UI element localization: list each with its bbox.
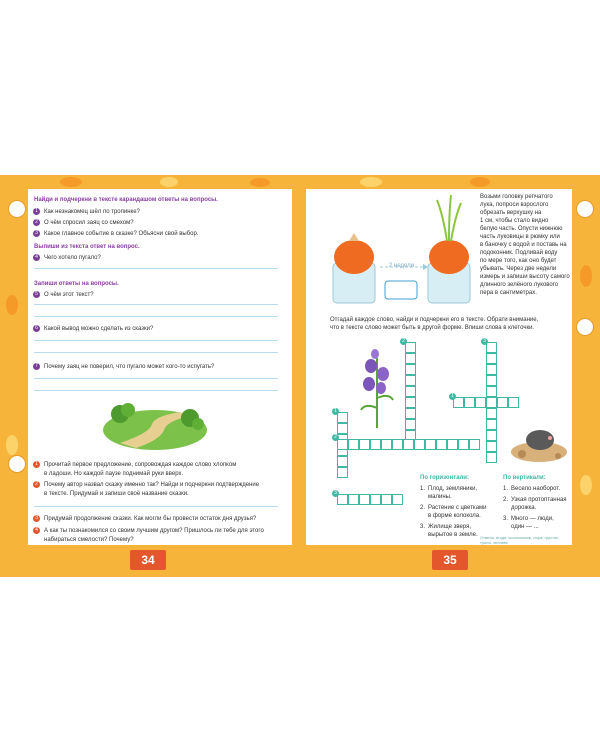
- crossword-number: 3: [332, 490, 339, 497]
- crossword-cell[interactable]: [486, 342, 497, 353]
- heading-find-answers: Найди и подчеркни в тексте карандашом ответы на вопросы.: [34, 197, 218, 203]
- question-text: Почему заяц не поверил, что пугало может кого-то испугать?: [44, 364, 215, 370]
- question-number: 3: [33, 230, 40, 237]
- clue-number: 1.: [503, 486, 509, 492]
- task-text: в ладоши. Но каждой паузе поднимай руки вверх.: [44, 471, 184, 477]
- crossword-cell[interactable]: [405, 397, 416, 408]
- pencil-icon: [8, 455, 26, 473]
- experiment-line: лука, попроси взрослого: [480, 202, 549, 208]
- crossword-cell[interactable]: [405, 342, 416, 353]
- experiment-line: пера в сантиметрах.: [480, 290, 537, 296]
- clue-number: 3.: [503, 516, 509, 522]
- answer-line[interactable]: [34, 506, 278, 507]
- crossword-cell[interactable]: [392, 494, 403, 505]
- question-number: 1: [33, 208, 40, 215]
- question-number: 2: [33, 219, 40, 226]
- question-text: О чём этот текст?: [44, 292, 94, 298]
- crossword-cell[interactable]: [486, 353, 497, 364]
- clue-number: 2.: [503, 497, 509, 503]
- experiment-line: длинного зелёного лукового: [480, 282, 559, 288]
- forest-path-illustration: [100, 398, 210, 454]
- crossword-instructions: что в тексте слово может быть в другой форме. Впиши слова в клеточки.: [330, 325, 535, 331]
- decor-shape: [250, 178, 270, 187]
- crossword-cell[interactable]: [475, 397, 486, 408]
- crossword-cell[interactable]: [486, 441, 497, 452]
- decor-shape: [470, 177, 490, 187]
- answer-line[interactable]: [34, 340, 278, 341]
- task-number: 4: [33, 527, 40, 534]
- crossword-cell[interactable]: [337, 467, 348, 478]
- crossword-cell[interactable]: [486, 408, 497, 419]
- answer-line[interactable]: [34, 378, 278, 379]
- experiment-icon: [576, 200, 594, 218]
- crossword-cell[interactable]: [436, 439, 447, 450]
- crossword-number: 3: [481, 338, 488, 345]
- task-text: А как ты познакомился со своим лучшим другом? Пришлось ли тебе для этого: [44, 528, 264, 534]
- crossword-icon: [576, 318, 594, 336]
- clue-text: дорожка.: [511, 505, 537, 511]
- experiment-line: подоконник. Подливай воду: [480, 250, 558, 256]
- answer-line[interactable]: [34, 390, 278, 391]
- decor-shape: [6, 435, 18, 455]
- heading-copy-answer: Выпиши из текста ответ на вопрос.: [34, 244, 140, 250]
- answer-line[interactable]: [34, 304, 278, 305]
- experiment-line: в баночку с водой и поставь на: [480, 242, 567, 248]
- crossword-cell[interactable]: [337, 423, 348, 434]
- clue-text: Много — люди,: [511, 516, 554, 522]
- vertical-title: По вертикали:: [503, 475, 546, 481]
- decor-shape: [60, 177, 82, 187]
- experiment-line: часть луковицы в рюмку или: [480, 234, 560, 240]
- answer-line[interactable]: [34, 316, 278, 317]
- clue-text: вырытое в земле.: [428, 532, 478, 538]
- crossword-number: 1: [449, 393, 456, 400]
- decor-shape: [6, 295, 18, 315]
- crossword-cell[interactable]: [486, 430, 497, 441]
- clue-text: Узкая протоптанная: [511, 497, 567, 503]
- crossword-cell[interactable]: [370, 494, 381, 505]
- arrow-label: 2 недели: [389, 263, 415, 269]
- crossword-cell[interactable]: [381, 494, 392, 505]
- crossword-cell[interactable]: [403, 439, 414, 450]
- reading-icon: [8, 200, 26, 218]
- task-text: Придумай продолжение сказки. Как могли бы провести остаток дня друзья?: [44, 516, 257, 522]
- decor-shape: [160, 177, 178, 187]
- clue-text: Жилище зверя,: [428, 524, 472, 530]
- answer-line[interactable]: [34, 268, 278, 269]
- task-text: Прочитай первое предложение, сопровождая каждое слово хлопком: [44, 462, 237, 468]
- page-number-right: 35: [432, 550, 468, 570]
- question-number: 6: [33, 325, 40, 332]
- clue-text: Плод, земляники,: [428, 486, 478, 492]
- crossword-cell[interactable]: [348, 439, 359, 450]
- question-text: Какой вывод можно сделать из сказки?: [44, 326, 154, 332]
- task-text: набираться смелости? Почему?: [44, 537, 134, 543]
- crossword-cell[interactable]: [405, 375, 416, 386]
- crossword-cell[interactable]: [405, 364, 416, 375]
- crossword-cell[interactable]: [469, 439, 480, 450]
- crossword-cell[interactable]: [486, 364, 497, 375]
- heading-write-answers: Запиши ответы на вопросы.: [34, 281, 119, 287]
- question-number: 7: [33, 363, 40, 370]
- horizontal-title: По горизонтали:: [420, 475, 469, 481]
- crossword-cell[interactable]: [486, 419, 497, 430]
- question-number: 5: [33, 291, 40, 298]
- crossword-cell[interactable]: [497, 397, 508, 408]
- clue-text: Растение с цветками: [428, 505, 487, 511]
- decor-shape: [360, 177, 382, 187]
- crossword-instructions: Отгадай каждое слово, найди и подчеркни его в тексте. Обрати внимание,: [330, 317, 539, 323]
- crossword-cell[interactable]: [486, 375, 497, 386]
- crossword-cell[interactable]: [486, 397, 497, 408]
- crossword-cell[interactable]: [425, 439, 436, 450]
- answers-note: Ответы: ягода, колокольчик, нора; грустно,: [480, 535, 560, 540]
- experiment-line: по мере того, как оно будет: [480, 258, 557, 264]
- crossword-cell[interactable]: [405, 419, 416, 430]
- task-number: 1: [33, 461, 40, 468]
- task-text: в тексте. Придумай и запиши своё название сказки.: [44, 491, 189, 497]
- footer-band: [0, 545, 600, 577]
- crossword-cell[interactable]: [337, 456, 348, 467]
- question-text: Какое главное событие в сказке? Объясни свой выбор.: [44, 231, 199, 237]
- clue-text: Весело наоборот.: [511, 486, 561, 492]
- crossword-number: 1: [332, 408, 339, 415]
- crossword-cell[interactable]: [464, 397, 475, 408]
- task-number: 3: [33, 515, 40, 522]
- crossword-cell[interactable]: [370, 439, 381, 450]
- clue-text: малины.: [428, 494, 452, 500]
- task-text: Почему автор назвал сказку именно так? Найди и подчеркни подтверждение: [44, 482, 260, 488]
- crossword-number: 2: [332, 434, 339, 441]
- crossword-cell[interactable]: [392, 439, 403, 450]
- answer-line[interactable]: [34, 352, 278, 353]
- page-number-left: 34: [130, 550, 166, 570]
- crossword-cell[interactable]: [337, 494, 348, 505]
- experiment-line: Возьми головку репчатого: [480, 194, 553, 200]
- question-text: Чего хотело пугало?: [44, 255, 101, 261]
- experiment-line: обрезать верхушку на: [480, 210, 542, 216]
- clue-text: один — ...: [511, 524, 539, 530]
- clue-number: 2.: [420, 505, 426, 511]
- crossword-cell[interactable]: [348, 494, 359, 505]
- crossword-cell[interactable]: [405, 386, 416, 397]
- crossword-cell[interactable]: [458, 439, 469, 450]
- experiment-line: измерь и запиши высоту самого: [480, 274, 570, 280]
- crossword-cell[interactable]: [337, 412, 348, 423]
- crossword-cell[interactable]: [486, 386, 497, 397]
- clue-number: 1.: [420, 486, 426, 492]
- crossword-cell[interactable]: [405, 353, 416, 364]
- task-number: 2: [33, 481, 40, 488]
- mole-illustration: [510, 418, 568, 464]
- crossword-cell[interactable]: [447, 439, 458, 450]
- crossword-number: 2: [400, 338, 407, 345]
- crossword-cell[interactable]: [359, 439, 370, 450]
- experiment-line: 1 см, чтобы стало видно: [480, 218, 549, 224]
- crossword-cell[interactable]: [414, 439, 425, 450]
- bellflower-illustration: [355, 348, 401, 428]
- clue-text: в форме колокола.: [428, 513, 481, 519]
- answers-note: тропа, человек: [480, 540, 508, 545]
- question-number: 4: [33, 254, 40, 261]
- crossword-cell[interactable]: [359, 494, 370, 505]
- onion-experiment-illustration: [325, 195, 475, 315]
- crossword-cell[interactable]: [337, 439, 348, 450]
- crossword-cell[interactable]: [508, 397, 519, 408]
- question-text: О чём спросил заяц со смехом?: [44, 220, 134, 226]
- crossword-cell[interactable]: [486, 452, 497, 463]
- clue-number: 3.: [420, 524, 426, 530]
- decor-shape: [580, 475, 592, 495]
- decor-shape: [580, 265, 592, 287]
- crossword-cell[interactable]: [381, 439, 392, 450]
- question-text: Как незнакомец шёл по тропинке?: [44, 209, 140, 215]
- crossword-cell[interactable]: [405, 408, 416, 419]
- experiment-line: белую часть. Опусти нижнюю: [480, 226, 563, 232]
- experiment-line: убывать. Через две недели: [480, 266, 557, 272]
